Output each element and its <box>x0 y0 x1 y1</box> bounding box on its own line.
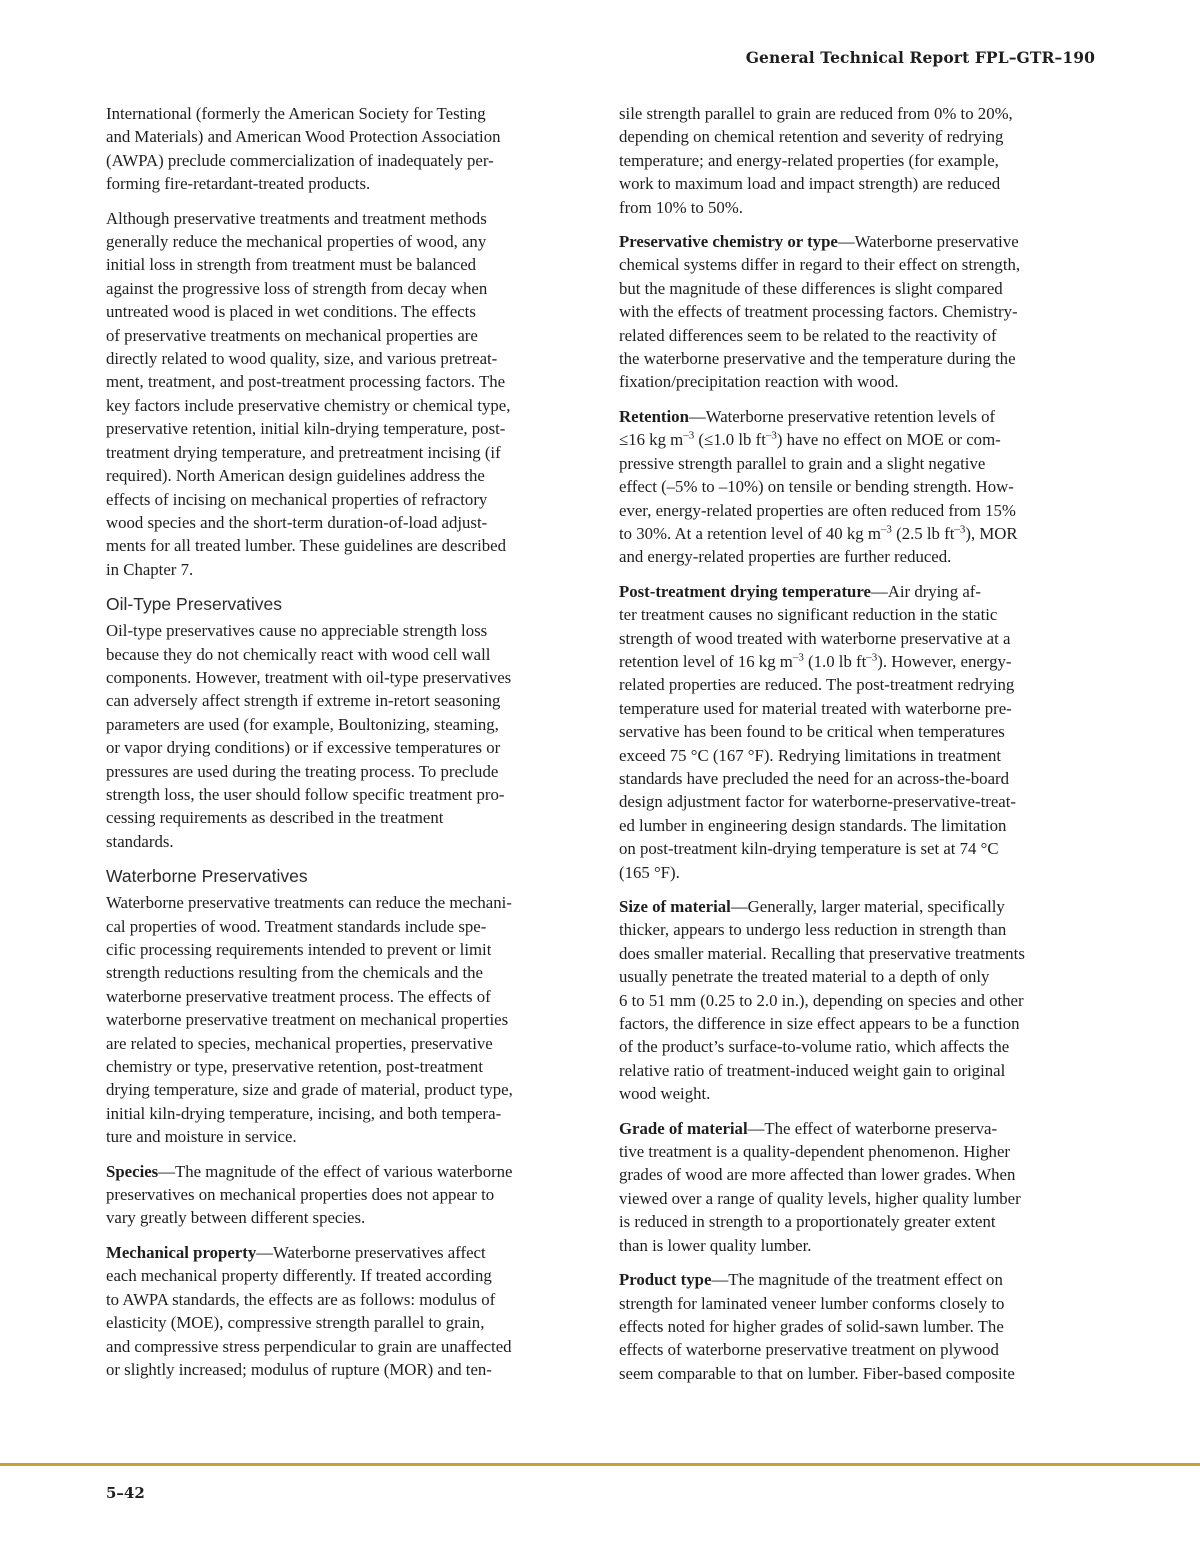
text-line: the waterborne preservative and the temperature during the <box>619 349 1016 369</box>
text-line: chemical systems differ in regard to their effect on strength, <box>619 255 1021 275</box>
text-line: viewed over a range of quality levels, higher quality lumber <box>619 1188 1021 1208</box>
text-line: effects of incising on mechanical properties of refractory <box>106 489 488 509</box>
text-line: wood species and the short-term duration-of-load adjust- <box>106 512 488 532</box>
text-line: pressures are used during the treating process. To preclude <box>106 761 499 781</box>
text-line: servative has been found to be critical when temperatures <box>619 722 1005 742</box>
text-line: related differences seem to be related to the reactivity of <box>619 325 997 345</box>
text-line: cific processing requirements intended to prevent or limit <box>106 940 492 959</box>
text-line: from 10% to 50%. <box>619 197 743 217</box>
text-line: and Materials) and American Wood Protection Association <box>106 127 501 147</box>
paragraph-waterborne <box>106 891 588 1148</box>
text-line: and compressive stress perpendicular to grain are unaffected <box>106 1336 512 1356</box>
text-line: ed lumber in engineering design standards. The limitation <box>619 815 1007 835</box>
term-post-treatment-drying: Post-treatment drying temperature <box>619 581 871 601</box>
paragraph-mechanical-property: Mechanical property—Waterborne preservatives affect each mechanical property differently. If treated according to AWPA standards, the effects are as follows: modulus of elasticity (MOE), compressive strength parallel to grain, and compressive stress perpendicular to grain are unaffected or slightly increased; modulus of rupture (MOR) and ten- <box>106 1241 588 1381</box>
text-line: waterborne preservative treatment on mechanical properties <box>106 1010 509 1030</box>
text-line: because they do not chemically react with wood cell wall <box>106 644 491 664</box>
text-line: strength reductions resulting from the chemicals and the <box>106 963 484 983</box>
text-line: temperature; and energy-related properties (for example, <box>619 150 999 170</box>
text-line: ments for all treated lumber. These guidelines are described <box>106 536 506 556</box>
text-line: effects noted for higher grades of solid-sawn lumber. The <box>619 1316 1004 1336</box>
text-line: is reduced in strength to a proportionately greater extent <box>619 1212 996 1232</box>
text-line: grades of wood are more affected than lower grades. When <box>619 1165 1016 1185</box>
right-column <box>619 102 1101 1396</box>
paragraph-preservative-chemistry: Preservative chemistry or type—Waterborne preservative chemical systems differ in regard to their effect on strength, but the magnitude of these differences is slight compared with the effects of treatment processing factors. Chemistry- related differences seem to be related to the reactivity of the waterborne preservative and the temperature during the fixation/precipitation reaction with wood. <box>619 230 1101 394</box>
text-line: on post-treatment kiln-drying temperature is set at 74 °C <box>619 839 999 859</box>
text-line: strength loss, the user should follow specific treatment pro- <box>106 784 505 804</box>
text-line: initial kiln-drying temperature, incising, and both tempera- <box>106 1103 502 1123</box>
text-line: fixation/precipitation reaction with wood. <box>619 372 899 392</box>
text-line: usually penetrate the treated material to a depth of only <box>619 967 990 987</box>
term-product-type: Product type <box>619 1270 712 1290</box>
text-line: factors, the difference in size effect appears to be a function <box>619 1014 1020 1034</box>
paragraph-treatment-overview <box>106 207 588 582</box>
text-line: ment, treatment, and post-treatment processing factors. The <box>106 372 506 392</box>
running-header: General Technical Report FPL–GTR–190 <box>745 48 1095 67</box>
paragraph-size-of-material: Size of material—Generally, larger material, specifically thicker, appears to undergo less reduction in strength than does smaller material. Recalling that preservative treatments usually penetrate the treated material to a depth of only 6 to 51 mm (0.25 to 2.0 in.), depending on species and other factors, the difference in size effect appears to be a function of the product’s surface-to-volume ratio, which affects the relative ratio of treatment-induced weight gain to original wood weight. <box>619 895 1101 1106</box>
text-line: with the effects of treatment processing factors. Chemistry- <box>619 302 1018 322</box>
text-line: in Chapter 7. <box>106 559 194 579</box>
paragraph-product-type: Product type—The magnitude of the treatment effect on strength for laminated veneer lumber conforms closely to effects noted for higher grades of solid-sawn lumber. The effects of waterborne preservative treatment on plywood seem comparable to that on lumber. Fiber-based composite <box>619 1268 1101 1385</box>
text-line: preservative retention, initial kiln-drying temperature, post- <box>106 419 506 439</box>
text-line: cessing requirements as described in the treatment <box>106 808 444 828</box>
text-line: than is lower quality lumber. <box>619 1235 812 1255</box>
text-line: temperature used for material treated with waterborne pre- <box>619 698 1012 718</box>
text-line: vary greatly between different species. <box>106 1208 366 1228</box>
text-line: can adversely affect strength if extreme in-retort seasoning <box>106 691 501 711</box>
text-line: standards have precluded the need for an across-the-board <box>619 768 1009 788</box>
heading-waterborne-preservatives: Waterborne Preservatives <box>106 866 308 887</box>
text-line: Oil-type preservatives cause no appreciable strength loss <box>106 621 488 641</box>
text-line: are related to species, mechanical properties, preservative <box>106 1033 493 1053</box>
text-line: each mechanical property differently. If treated according <box>106 1266 492 1286</box>
text-line: effects of waterborne preservative treatment on plywood <box>619 1340 999 1360</box>
text-line: thicker, appears to undergo less reduction in strength than <box>619 920 1007 940</box>
text-line: of the product’s surface-to-volume ratio, which affects the <box>619 1037 1010 1057</box>
text-line: does smaller material. Recalling that preservative treatments <box>619 943 1025 963</box>
text-line: Waterborne preservative treatments can reduce the mechani- <box>106 893 512 913</box>
text-line: seem comparable to that on lumber. Fiber-based composite <box>619 1363 1015 1383</box>
text-line: (AWPA) preclude commercialization of inadequately per- <box>106 150 494 170</box>
text-line: strength for laminated veneer lumber conforms closely to <box>619 1293 1005 1313</box>
paragraph-retention: Retention—Waterborne preservative retention levels of ≤16 kg $m^{-3}$ (≤1.0 lb $ft^{-3}$) have no effect on MOE or com- pressive strength parallel to grain and a slight negative effect (–5% to –10%) on tensile or bending strength. How- ever, energy-related properties are often reduced from 15% to 30%. At a retention level of 40 kg $m^{-3}$ (2.5 lb $ft^{-3}$), MOR and energy-related properties are further reduced. <box>619 406 1018 567</box>
text-line: wood weight. <box>619 1084 711 1104</box>
paragraph-tensile-continuation <box>619 102 1101 219</box>
text-line: design adjustment factor for waterborne-preservative-treat- <box>619 792 1016 812</box>
paragraph-species: Species—The magnitude of the effect of various waterborne preservatives on mechanical properties does not appear to vary greatly between different species. <box>106 1160 588 1230</box>
text-line: forming fire-retardant-treated products. <box>106 174 371 194</box>
text-line: chemistry or type, preservative retention, post-treatment <box>106 1057 483 1077</box>
text-line: initial loss in strength from treatment must be balanced <box>106 255 477 275</box>
text-line: against the progressive loss of strength from decay when <box>106 278 488 298</box>
text-line: tive treatment is a quality-dependent phenomenon. Higher <box>619 1142 1010 1162</box>
text-line: (165 °F). <box>619 862 680 882</box>
text-line: exceed 75 °C (167 °F). Redrying limitations in treatment <box>619 745 1002 765</box>
paragraph-post-treatment-drying: Post-treatment drying temperature—Air drying af- ter treatment causes no significant reduction in the static strength of wood treated with waterborne preservative at a retention level of 16 kg $m^{-3}$ (1.0 lb $ft^{-3}$). However, energy- related properties are reduced. The post-treatment redrying temperature used for material treated with waterborne pre- servative has been found to be critical when temperatures exceed 75 °C (167 °F). Redrying limitations in treatment standards have precluded the need for an across-the-board design adjustment factor for waterborne-preservative-treat- ed lumber in engineering design standards. The limitation on post-treatment kiln-drying temperature is set at 74 °C (165 °F). <box>619 580 1101 884</box>
text-line: components. However, treatment with oil-type preservatives <box>106 667 512 687</box>
text-line: required). North American design guidelines address the <box>106 466 485 486</box>
text-line: International (formerly the American Society for Testing <box>106 104 486 123</box>
text-line: untreated wood is placed in wet conditions. The effects <box>106 302 476 322</box>
text-line: key factors include preservative chemistry or chemical type, <box>106 395 511 415</box>
heading-oil-type-preservatives: Oil-Type Preservatives <box>106 594 283 615</box>
text-line: generally reduce the mechanical properties of wood, any <box>106 232 487 252</box>
page-number: 5–42 <box>106 1484 145 1502</box>
text-line: preservatives on mechanical properties does not appear to <box>106 1185 495 1205</box>
text-line: work to maximum load and impact strength) are reduced <box>619 174 1001 194</box>
paragraph-astm-awpa <box>106 102 588 196</box>
left-column <box>106 102 588 1392</box>
term-grade-of-material: Grade of material <box>619 1118 748 1138</box>
footer-rule <box>0 1463 1200 1466</box>
text-line: waterborne preservative treatment process. The effects of <box>106 986 491 1006</box>
paragraph-oil-type <box>106 619 588 853</box>
term-preservative-chemistry: Preservative chemistry or type <box>619 232 838 252</box>
text-line: sile strength parallel to grain are reduced from 0% to 20%, <box>619 104 1013 123</box>
text-line: directly related to wood quality, size, and various pretreat- <box>106 349 498 369</box>
term-retention: Retention <box>619 406 689 426</box>
text-line: cal properties of wood. Treatment standards include spe- <box>106 916 487 936</box>
text-line: or vapor drying conditions) or if excessive temperatures or <box>106 738 501 758</box>
text-line: standards. <box>106 831 174 851</box>
text-line: to AWPA standards, the effects are as follows: modulus of <box>106 1289 496 1309</box>
text-line: or slightly increased; modulus of rupture (MOR) and ten- <box>106 1359 492 1379</box>
paragraph-grade-of-material: Grade of material—The effect of waterborne preserva- tive treatment is a quality-dependent phenomenon. Higher grades of wood are more affected than lower grades. When viewed over a range of quality levels, higher quality lumber is reduced in strength to a proportionately greater extent than is lower quality lumber. <box>619 1117 1101 1257</box>
text-line: drying temperature, size and grade of material, product type, <box>106 1080 513 1100</box>
text-line: elasticity (MOE), compressive strength parallel to grain, <box>106 1313 485 1333</box>
text-line: 6 to 51 mm (0.25 to 2.0 in.), depending on species and other <box>619 990 1024 1010</box>
text-line: parameters are used (for example, Boultonizing, steaming, <box>106 714 499 734</box>
text-line: related properties are reduced. The post-treatment redrying <box>619 675 1015 695</box>
text-line: of preservative treatments on mechanical properties are <box>106 325 478 345</box>
term-size-of-material: Size of material <box>619 897 731 916</box>
text-line: relative ratio of treatment-induced weight gain to original <box>619 1060 1006 1080</box>
term-species: Species <box>106 1161 159 1181</box>
text-line: ture and moisture in service. <box>106 1127 297 1147</box>
text-line: treatment drying temperature, and pretreatment incising (if <box>106 442 501 462</box>
text-line: but the magnitude of these differences is slight compared <box>619 278 1003 298</box>
text-line: depending on chemical retention and severity of redrying <box>619 127 1004 147</box>
term-mechanical-property: Mechanical property <box>106 1242 257 1262</box>
text-line: Although preservative treatments and treatment methods <box>106 208 487 228</box>
